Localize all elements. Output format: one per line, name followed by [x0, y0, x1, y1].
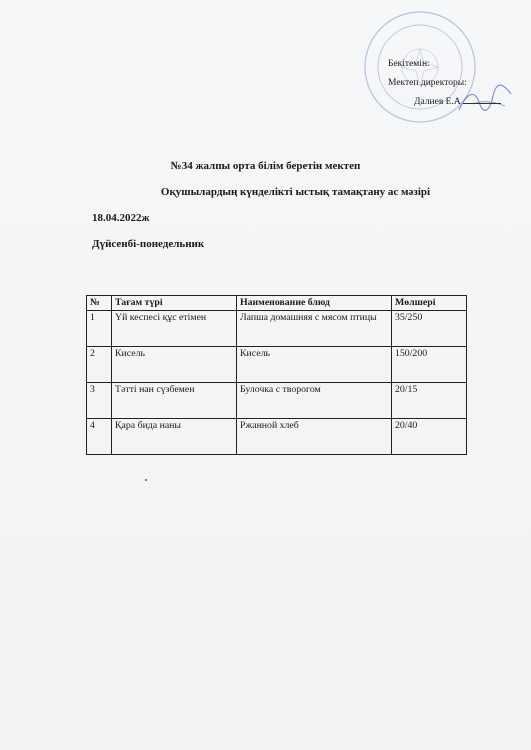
- cell-number: 2: [87, 347, 112, 383]
- school-title: №34 жалпы орта білім беретін мектеп: [170, 160, 361, 172]
- menu-title: Оқушылардың күнделікті ыстық тамақтану ас мәзірі: [160, 186, 431, 198]
- cell-number: 1: [87, 311, 112, 347]
- header-dish-name: Наименование блюд: [237, 296, 392, 311]
- approval-block: [388, 55, 501, 112]
- cell-dish-name: Булочка с творогом: [237, 383, 392, 419]
- signature-line: [463, 103, 501, 104]
- cell-dish-name: Ржанной хлеб: [237, 419, 392, 455]
- cell-dish-type: Үй кеспесі құс етімен: [112, 311, 237, 347]
- stray-dot: [145, 479, 147, 481]
- cell-number: 4: [87, 419, 112, 455]
- cell-portion: 20/40: [392, 419, 467, 455]
- table-row: [87, 383, 467, 419]
- cell-portion: 35/250: [392, 311, 467, 347]
- cell-dish-type: Тәтті нан сүзбемен: [112, 383, 237, 419]
- table-row: [87, 311, 467, 347]
- approval-label: Бекітемін:: [388, 59, 430, 69]
- table-row: [87, 347, 467, 383]
- header-number: №: [87, 296, 112, 311]
- header-portion: Мөлшері: [392, 296, 467, 311]
- cell-dish-name: Лапша домашняя с мясом птицы: [237, 311, 392, 347]
- cell-portion: 150/200: [392, 347, 467, 383]
- cell-dish-name: Кисель: [237, 347, 392, 383]
- director-name: Далиев Е.А: [414, 97, 461, 107]
- header-dish-type: Тағам түрі: [112, 296, 237, 311]
- menu-date: 18.04.2022ж: [92, 212, 150, 224]
- cell-dish-type: Қара бида наны: [112, 419, 237, 455]
- cell-dish-type: Кисель: [112, 347, 237, 383]
- table-header-row: [87, 296, 467, 311]
- table-row: [87, 419, 467, 455]
- menu-day: Дүйсенбі-понедельник: [92, 238, 205, 250]
- cell-portion: 20/15: [392, 383, 467, 419]
- director-name-row: [388, 93, 501, 112]
- menu-table: [86, 295, 467, 455]
- director-label: Мектеп директоры:: [388, 78, 467, 88]
- cell-number: 3: [87, 383, 112, 419]
